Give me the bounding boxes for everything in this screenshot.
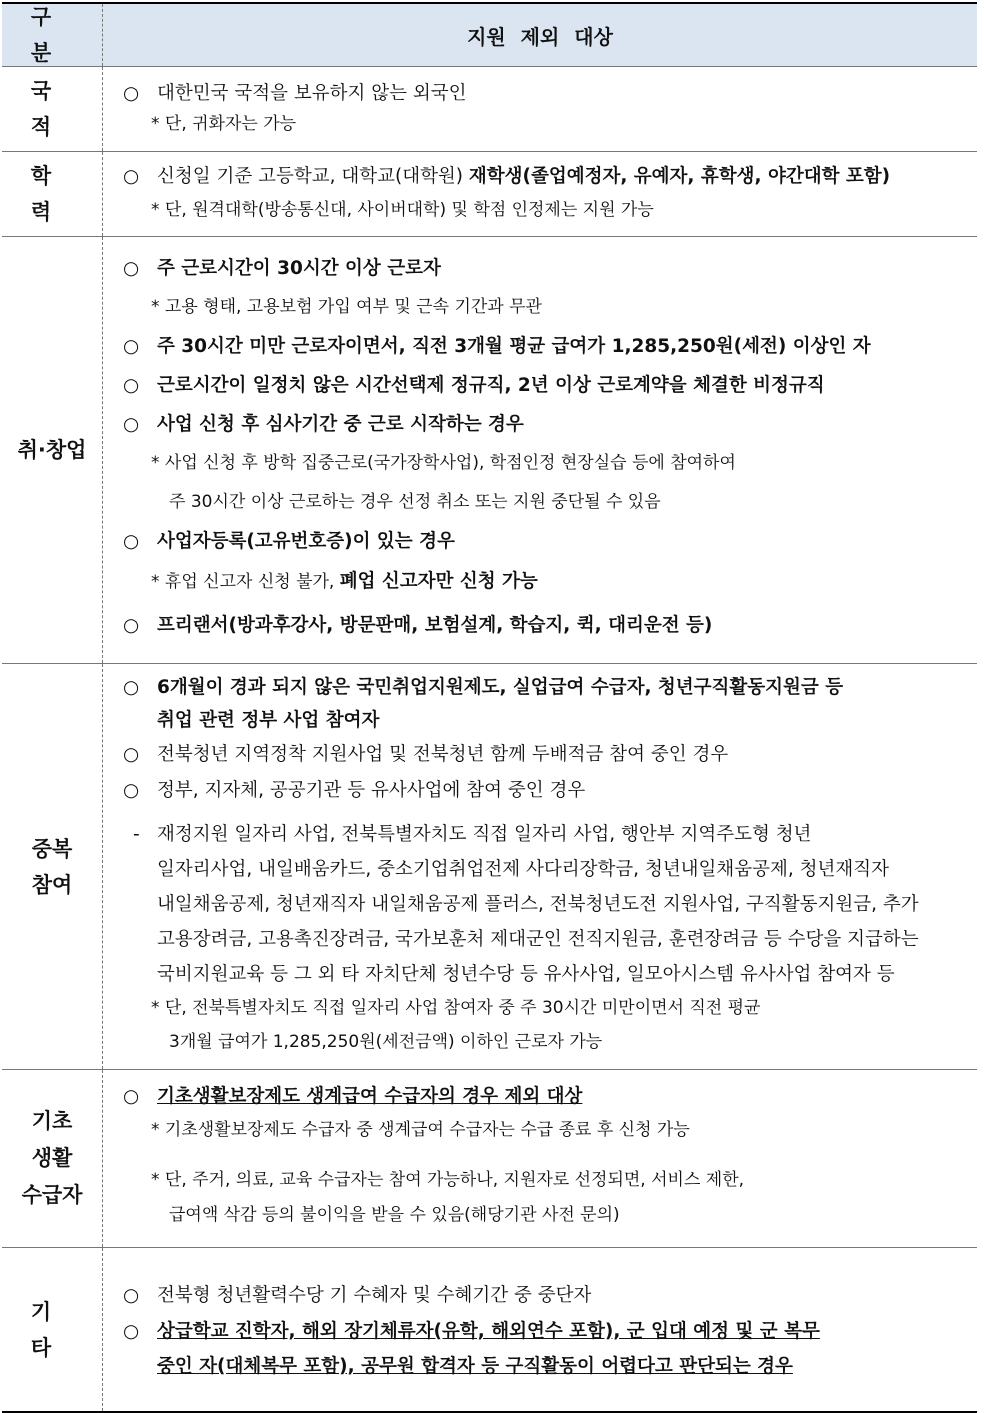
row-employment xyxy=(2,237,977,664)
row-content xyxy=(103,237,977,663)
list-item: ○ 정부, 지자체, 공공기관 등 유사사업에 참여 중인 경우 xyxy=(123,780,586,801)
row-basic-livelihood xyxy=(2,1070,977,1248)
note-item: * 단, 원격대학(방송통신대, 사이버대학) 및 학점 인정제는 지원 가능 xyxy=(151,200,654,220)
note-item: * 고용 형태, 고용보험 가입 여부 및 근속 기간과 무관 xyxy=(151,297,542,317)
list-item: ○ 사업자등록(고유번호증)이 있는 경우 xyxy=(123,531,455,552)
row-content xyxy=(103,1248,977,1411)
list-item: ○ 기초생활보장제도 생계급여 수급자의 경우 제외 대상 xyxy=(123,1086,583,1107)
note-item: * 단, 전북특별자치도 직접 일자리 사업 참여자 중 주 30시간 미만이면서 직전 평균 xyxy=(151,998,761,1018)
row-content xyxy=(103,152,977,236)
list-item: ○ 대한민국 국적을 보유하지 않는 외국인 xyxy=(123,83,467,104)
row-content xyxy=(103,67,977,151)
exclusion-table xyxy=(2,2,977,1413)
row-education xyxy=(2,152,977,237)
list-item: ○ 전북형 청년활력수당 기 수혜자 및 수혜기간 중 중단자 xyxy=(123,1285,592,1306)
row-label: 학 력 xyxy=(2,152,103,236)
note-item: * 단, 주거, 의료, 교육 수급자는 참여 가능하나, 지원자로 선정되면, 서비스 제한, xyxy=(151,1170,745,1190)
note-item: * 사업 신청 후 방학 집중근로(국가장학사업), 학점인정 현장실습 등에 참여하여 xyxy=(151,453,736,473)
row-nationality xyxy=(2,67,977,152)
note-item: * 단, 귀화자는 가능 xyxy=(151,114,297,134)
note-item: * 기초생활보장제도 수급자 중 생계급여 수급자는 수급 종료 후 신청 가능 xyxy=(151,1120,690,1140)
note-item: 주 30시간 이상 근로하는 경우 선정 취소 또는 지원 중단될 수 있음 xyxy=(169,492,661,512)
row-duplicate-participation xyxy=(2,664,977,1070)
row-content xyxy=(103,1070,977,1247)
list-item-continued: 중인 자(대체복무 포함), 공무원 합격자 등 구직활동이 어렵다고 판단되는 경우 xyxy=(157,1356,793,1377)
list-item: ○ 상급학교 진학자, 해외 장기체류자(유학, 해외연수 포함), 군 입대 예정 및 군 복무 xyxy=(123,1321,820,1342)
list-item: ○ 주 근로시간이 30시간 이상 근로자 xyxy=(123,258,441,279)
list-item: ○ 6개월이 경과 되지 않은 국민취업지원제도, 실업급여 수급자, 청년구직활동지원금 등 xyxy=(123,677,844,698)
list-item: ○ 사업 신청 후 심사기간 중 근로 시작하는 경우 xyxy=(123,414,524,435)
row-label: 기 타 xyxy=(2,1248,103,1411)
dash-item-continued: 국비지원교육 등 그 외 타 자치단체 청년수당 등 유사사업, 일모아시스템 유사사업 참여자 등 xyxy=(157,964,895,985)
list-item: ○ 전북청년 지역정착 지원사업 및 전북청년 함께 두배적금 참여 중인 경우 xyxy=(123,744,729,765)
list-item: ○ 신청일 기준 고등학교, 대학교(대학원) 재학생(졸업예정자, 유예자, 휴학생, 야간대학 포함) xyxy=(123,166,891,187)
list-item: ○ 근로시간이 일정치 않은 시간선택제 정규직, 2년 이상 근로계약을 체결한 비정규직 xyxy=(123,375,825,396)
note-item: * 휴업 신고자 신청 불가, 폐업 신고자만 신청 가능 xyxy=(151,571,538,592)
note-item: 3개월 급여가 1,285,250원(세전금액) 이하인 근로자 가능 xyxy=(169,1032,603,1052)
list-item: ○ 프리랜서(방과후강사, 방문판매, 보험설계, 학습지, 퀵, 대리운전 등) xyxy=(123,615,713,636)
row-label: 중복 참여 xyxy=(2,664,103,1069)
row-other xyxy=(2,1248,977,1411)
header-target: 지원 제외 대상 xyxy=(467,24,613,49)
table-header-row xyxy=(2,4,977,67)
dash-item-continued: 고용장려금, 고용촉진장려금, 국가보훈처 제대군인 전직지원금, 훈련장려금 등 수당을 지급하는 xyxy=(157,929,919,950)
row-label: 취·창업 xyxy=(2,237,103,663)
row-label: 기초 생활 수급자 xyxy=(2,1070,103,1247)
row-content xyxy=(103,664,977,1069)
row-label: 국 적 xyxy=(2,67,103,151)
list-item: ○ 주 30시간 미만 근로자이면서, 직전 3개월 평균 급여가 1,285,250원(세전) 이상인 자 xyxy=(123,336,871,357)
note-item: 급여액 삭감 등의 불이익을 받을 수 있음(해당기관 사전 문의) xyxy=(169,1205,620,1225)
dash-item: - 재정지원 일자리 사업, 전북특별자치도 직접 일자리 사업, 행안부 지역주도형 청년 xyxy=(133,824,812,845)
list-item-continued: 취업 관련 정부 사업 참여자 xyxy=(157,710,380,731)
dash-item-continued: 일자리사업, 내일배움카드, 중소기업취업전제 사다리장학금, 청년내일채움공제, 청년재직자 xyxy=(157,859,890,880)
header-category: 구 분 xyxy=(2,4,103,66)
dash-item-continued: 내일채움공제, 청년재직자 내일채움공제 플러스, 전북청년도전 지원사업, 구직활동지원금, 추가 xyxy=(157,894,919,915)
